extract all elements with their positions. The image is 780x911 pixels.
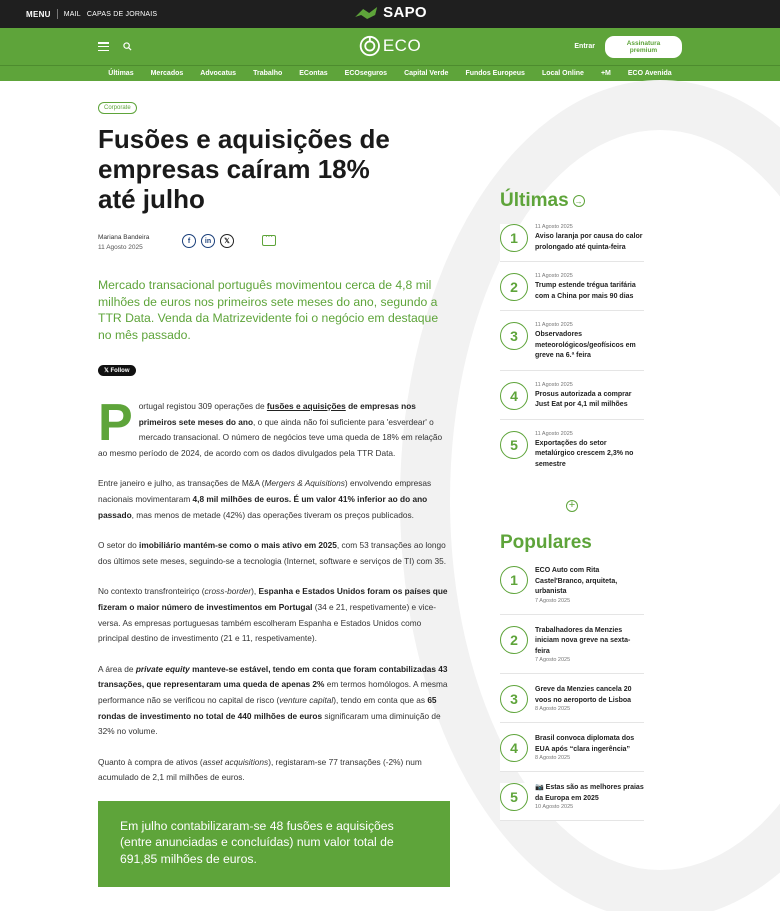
list-item[interactable] (500, 431, 644, 479)
article-title: Fusões e aquisições de empresas caíram 18% até julho (98, 124, 390, 214)
comment-icon[interactable] (262, 235, 276, 246)
paragraph (98, 476, 450, 523)
paragraph (98, 538, 450, 569)
eco-logo-icon (359, 34, 381, 58)
list-item[interactable] (500, 783, 644, 821)
item-date: 10 Agosto 2025 (535, 804, 574, 810)
text: ), registaram-se 77 transações (-2%) num acumulado de 2,1 mil milhões de euros. (98, 756, 422, 783)
text: Espanha e Estados Unidos foram os países que fizeram o maior número de investimentos em Portugal (98, 586, 448, 612)
nav-item-econtas[interactable]: EContas (299, 70, 328, 77)
highlight-callout: Em julho contabilizaram-se 48 fusões e aquisições (entre anunciadas e concluídas) num valor total de 691,85 milhões de euros. (98, 801, 450, 888)
item-title[interactable]: Trump estende trégua tarifária com a China por mais 90 dias (535, 282, 636, 300)
hamburger-menu-icon[interactable] (98, 42, 109, 51)
list-item[interactable] (500, 566, 644, 615)
rank-number: 4 (500, 382, 528, 410)
list-item[interactable] (500, 685, 644, 723)
rank-number: 3 (500, 685, 528, 713)
latest-list (500, 224, 644, 478)
text: de empresas nos primeiros sete meses do ano (138, 401, 416, 427)
rank-number: 5 (500, 431, 528, 459)
category-tag[interactable]: Corporate (98, 102, 137, 114)
load-more-plus-icon[interactable]: + (566, 500, 578, 512)
text: em termos homólogos. A mesma performance não se verificou no capital de risco ( (98, 679, 448, 705)
list-item[interactable] (500, 322, 644, 371)
article-body (98, 394, 450, 786)
nav-item-trabalho[interactable]: Trabalho (253, 70, 283, 77)
paragraph (98, 662, 450, 740)
paragraph (98, 394, 450, 461)
nav-item-advocatus[interactable]: Advocatus (200, 70, 237, 77)
item-title[interactable]: Brasil convoca diplomata dos EUA após “clara ingerência” (535, 735, 635, 753)
list-item[interactable] (500, 626, 644, 675)
text: , mas menos de metade (42%) das operações tiveram os preços publicados. (131, 509, 414, 520)
sapo-link-mail[interactable]: MAIL (63, 10, 81, 18)
item-date: 8 Agosto 2025 (535, 706, 571, 712)
popular-title: Populares (500, 532, 592, 553)
nav-item-ecoseguros[interactable]: ECOseguros (344, 70, 388, 77)
author-name[interactable]: Mariana Bandeira (98, 234, 150, 241)
text: , o que ainda não foi suficiente para 'esverdear' o mercado transacional. O número de negócios teve uma queda de 18% em relação ao mesmo período de 2024, de acordo com os dados divulgados pela TTR Data. (98, 416, 443, 458)
popular-heading (500, 532, 644, 554)
text: Entre janeiro e julho, as transações de M&A ( (98, 478, 265, 489)
rank-number: 2 (500, 626, 528, 654)
text: cross-border (204, 586, 252, 597)
item-date: 11 Agosto 2025 (535, 322, 573, 328)
text: asset acquisitions (202, 756, 269, 767)
eco-logo-text: ECO (382, 36, 422, 55)
sapo-menu-button[interactable]: MENU (26, 9, 51, 19)
item-title[interactable]: Aviso laranja por causa do calor prolongado até quinta-feira (535, 233, 643, 251)
search-icon[interactable] (123, 42, 132, 51)
text: imobiliário mantém-se como o mais ativo em 2025 (139, 540, 337, 551)
text: A área de (98, 663, 136, 674)
popular-list (500, 566, 644, 821)
item-title[interactable]: Exportações do setor metalúrgico crescem 2,3% no semestre (535, 439, 634, 468)
sidebar (500, 190, 644, 832)
latest-title: Últimas (500, 190, 569, 211)
rank-number: 1 (500, 224, 528, 252)
item-date: 7 Agosto 2025 (535, 657, 571, 663)
sapo-link-capas[interactable]: CAPAS DE JORNAIS (86, 10, 158, 18)
nav-item-mercados[interactable]: Mercados (150, 70, 184, 77)
list-item[interactable] (500, 224, 644, 262)
item-title[interactable]: Observadores meteorológicos/geofísicos em greve na 6.ª feira (535, 331, 636, 359)
text: 65 rondas de investimento no total de 440 milhões de euros (98, 694, 437, 721)
sapo-logo-text: SAPO (383, 4, 427, 21)
text: ), tendo em conta que as (333, 694, 428, 705)
sapo-topbar (0, 0, 780, 28)
text: O setor do (98, 540, 140, 551)
nav-item-eco-avenida[interactable]: ECO Avenida (627, 70, 672, 77)
item-date: 11 Agosto 2025 (535, 273, 573, 279)
item-date: 8 Agosto 2025 (535, 755, 571, 761)
linkedin-share-icon[interactable]: in (201, 234, 215, 248)
nav-item-mais-m[interactable]: +M (600, 70, 611, 77)
login-link[interactable]: Entrar (574, 43, 595, 50)
text: 4,8 mil milhões de euros. É um valor 41% inferior ao do ano passado (98, 493, 428, 520)
item-date: 11 Agosto 2025 (535, 430, 573, 437)
item-title[interactable]: ECO Auto com Rita Castel'Branco, arquiteta, urbanista (535, 567, 618, 595)
text: Quanto à compra de ativos ( (98, 756, 203, 767)
item-title[interactable]: Trabalhadores da Menzies iniciam nova greve na sexta-feira (535, 626, 631, 655)
follow-label: Follow (110, 368, 130, 374)
latest-heading[interactable] (500, 190, 644, 212)
item-date: 7 Agosto 2025 (535, 597, 571, 604)
section-nav (0, 65, 780, 81)
facebook-share-icon[interactable]: f (182, 234, 196, 248)
item-date: 11 Agosto 2025 (535, 224, 573, 230)
text: private equity (135, 663, 190, 674)
sapo-mark-icon (353, 5, 379, 21)
publish-date: 11 Agosto 2025 (98, 244, 143, 251)
text: venture capital (279, 694, 334, 705)
text: , com 53 transações ao longo dos últimos sete meses, seguindo-se a tecnologia (Internet, software e serviços de TI) com 35. (98, 540, 447, 566)
nav-item-ultimas[interactable]: Últimas (108, 70, 134, 77)
dropcap: P (98, 394, 133, 452)
eco-header (0, 28, 780, 65)
list-item[interactable] (500, 273, 644, 311)
text: ), (251, 586, 259, 597)
item-title[interactable]: 📷 Estas são as melhores praias da Europa em 2025 (535, 784, 644, 802)
rank-number: 2 (500, 273, 528, 301)
paragraph (98, 755, 450, 786)
rank-number: 1 (500, 566, 528, 594)
article-meta (98, 234, 450, 251)
rank-number: 5 (500, 783, 528, 811)
divider (57, 9, 58, 19)
article (98, 96, 450, 887)
list-item[interactable] (500, 734, 644, 772)
nav-item-fundos-europeus[interactable]: Fundos Europeus (465, 70, 525, 77)
list-item[interactable] (500, 382, 644, 420)
text: No contexto transfronteiriço ( (98, 586, 205, 597)
article-lead: Mercado transacional português movimentou cerca de 4,8 mil milhões de euros nos primeiros sete meses do ano, segundo a TTR Data. Venda da Matrizevidente foi o negócio em destaque no mês passado. (98, 278, 439, 342)
premium-subscription-button[interactable]: Assinatura premium (605, 36, 682, 58)
eco-logo[interactable] (359, 34, 421, 58)
text: ) envolvendo empresas nacionais movimentaram (98, 478, 432, 504)
rank-number: 4 (500, 734, 528, 762)
item-title[interactable]: Prosus autorizada a comprar Just Eat por 4,1 mil milhões (535, 390, 632, 408)
item-date: 11 Agosto 2025 (535, 381, 573, 388)
text: Mergers & Aquisitions (264, 478, 345, 489)
x-follow-button[interactable]: 𝕏 Follow (98, 365, 136, 376)
nav-item-local-online[interactable]: Local Online (541, 70, 584, 77)
nav-item-capital-verde[interactable]: Capital Verde (404, 70, 449, 77)
item-title[interactable]: Greve da Menzies cancela 20 voos no aeroporto de Lisboa (535, 686, 632, 704)
rank-number: 3 (500, 322, 528, 350)
text: significaram uma diminuição de 32% no volume. (98, 710, 441, 737)
x-share-icon[interactable]: 𝕏 (220, 234, 234, 248)
paragraph (98, 584, 450, 646)
text: (34 e 21, respetivamente) e vice-versa. As empresas portuguesas também escolheram Espanha e Estados Unidos como principal destino de investimento (21 e 11, respetivamente). (98, 601, 436, 644)
fusoes-aquisicoes-link[interactable]: fusões e aquisições (266, 401, 346, 411)
text: ortugal registou 309 operações de (138, 401, 267, 411)
text: manteve-se estável, tendo em conta que foram contabilizadas 43 transações, que representaram uma queda de apenas 2% (98, 663, 448, 690)
arrow-right-icon[interactable]: → (574, 196, 583, 206)
sapo-logo[interactable] (353, 4, 427, 21)
